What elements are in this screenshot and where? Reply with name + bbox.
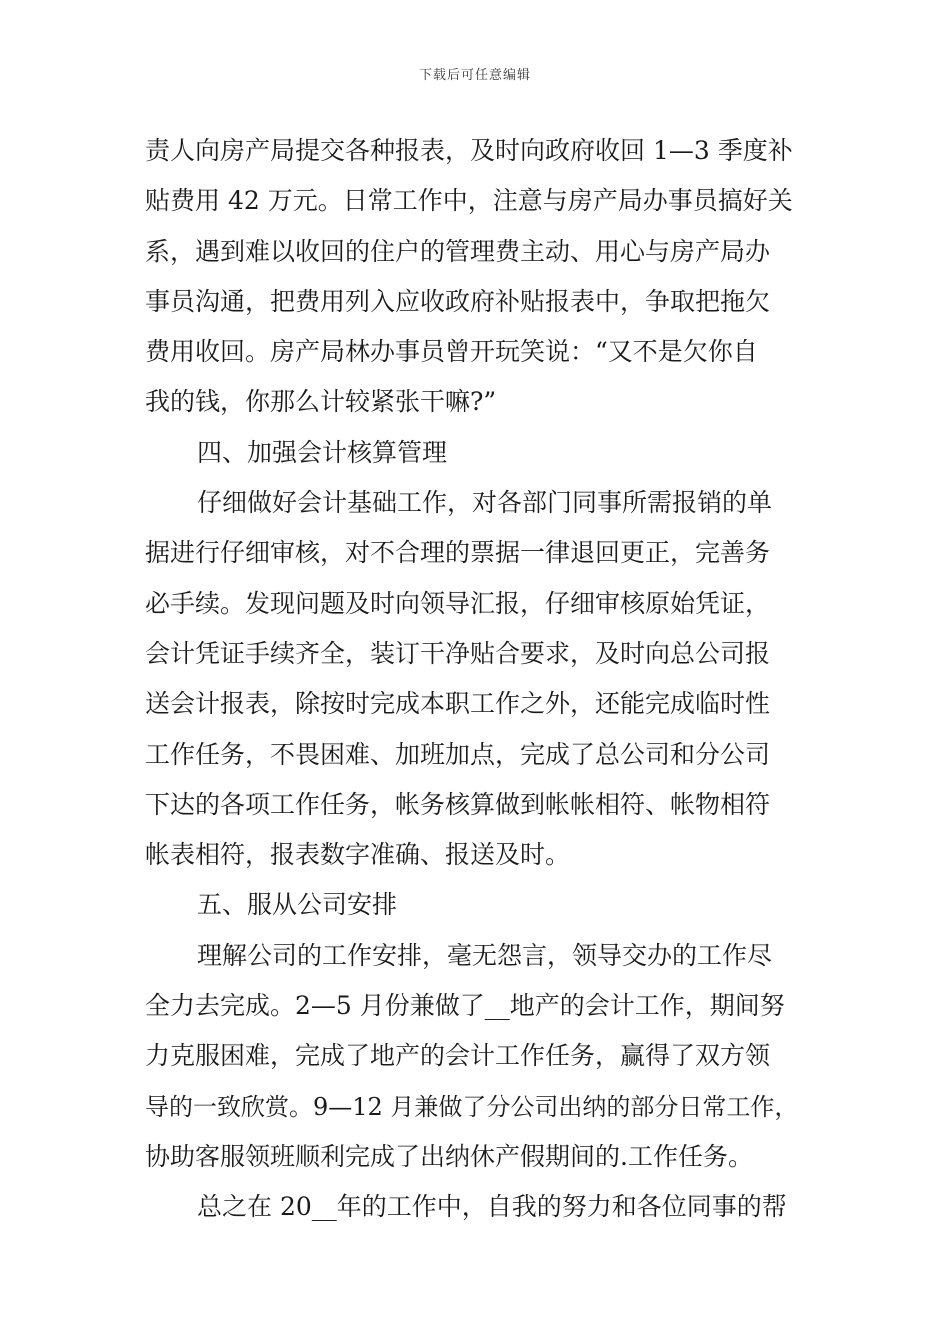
text-line: 贴费用 42 万元。日常工作中，注意与房产局办事员搞好关: [145, 186, 793, 216]
text-line: 力克服困难，完成了地产的会计工作任务，赢得了双方领: [145, 1041, 771, 1071]
text-line: 责人向房产局提交各种报表，及时向政府收回 1—3 季度补: [145, 136, 793, 165]
text-line: 导的一致欣赏。9—12 月兼做了分公司出纳的部分日常工作，: [145, 1092, 799, 1121]
text-line: 会计凭证手续齐全，装订干净贴合要求，及时向总公司报: [145, 638, 771, 668]
text-line: 我的钱，你那么计较紧张干嘛?”: [145, 387, 497, 417]
text-line: 仔细做好会计基础工作，对各部门同事所需报销的单: [197, 488, 773, 518]
document-body: [145, 126, 810, 1233]
text-line: 工作任务，不畏困难、加班加点，完成了总公司和分公司: [145, 739, 771, 769]
text-line: 协助客服领班顺利完成了出纳休产假期间的.工作任务。: [145, 1141, 753, 1171]
text-line: 四、加强会计核算管理: [197, 437, 448, 467]
text-line: 下达的各项工作任务，帐务核算做到帐帐相符、帐物相符: [145, 789, 771, 819]
text-line: 费用收回。房产局林办事员曾开玩笑说：“又不是欠你自: [145, 337, 758, 367]
text-line: 必手续。发现问题及时向领导汇报，仔细审核原始凭证，: [145, 588, 771, 618]
text-line: 全力去完成。2—5 月份兼做了__地产的会计工作，期间努: [145, 991, 785, 1021]
page-header-note: 下载后可任意编辑: [418, 68, 531, 83]
text-line: 系，遇到难以收回的住户的管理费主动、用心与房产局办: [145, 236, 771, 266]
text-line: 送会计报表，除按时完成本职工作之外，还能完成临时性: [145, 689, 771, 719]
text-line: 理解公司的工作安排，毫无怨言，领导交办的工作尽: [197, 940, 773, 970]
text-line: 五、服从公司安排: [197, 890, 398, 920]
text-line: 事员沟通，把费用列入应收政府补贴报表中，争取把拖欠: [145, 286, 771, 316]
text-line: 据进行仔细审核，对不合理的票据一律退回更正，完善务: [145, 538, 771, 568]
text-line: 总之在 20__年的工作中，自我的努力和各位同事的帮: [197, 1192, 787, 1222]
text-line: 帐表相符，报表数字准确、报送及时。: [145, 840, 571, 870]
